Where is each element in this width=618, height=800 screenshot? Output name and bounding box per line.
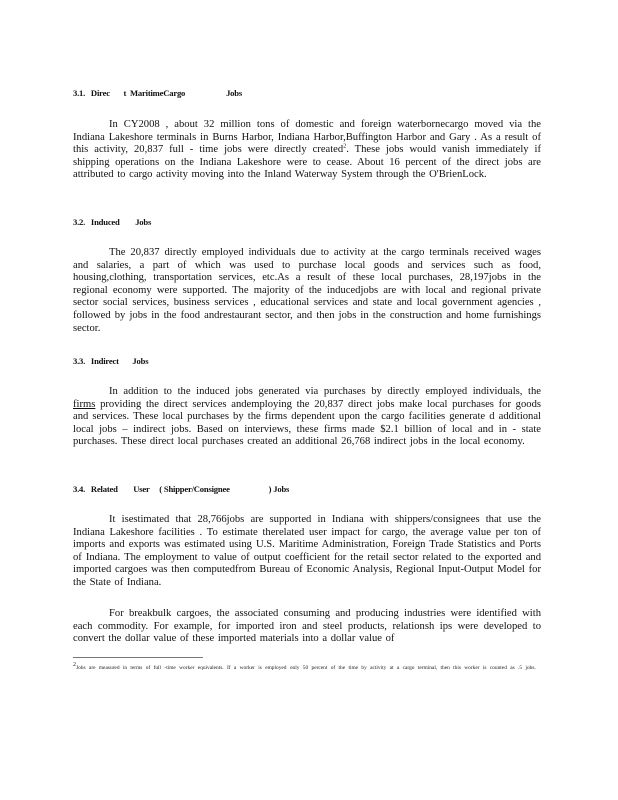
paragraph-text: In CY2008 , about 32 million tons of domestic and foreign waterbornecargo moved via the Indiana Lakeshore terminals in Burns Harbor, Indiana Harbor,Buffington Harbor and Gary . As a result of this activity, 20,837 full - time jobs were directly created xyxy=(73,119,541,156)
footnote-reference: 2 xyxy=(343,143,347,150)
paragraph-related-user-jobs xyxy=(73,514,541,590)
paragraph-text-continued: . These jobs would vanish immediately if shipping operations on the Indiana Lakeshore were to cease. About 16 percent of the direct jobs are attributed to cargo activity moving into the Inland Waterway System through the O'BrienLock. xyxy=(73,144,542,181)
section-heading-induced-jobs: 3.2. Induced Jobs xyxy=(73,217,152,227)
paragraph-text: It isestimated that 28,766jobs are supported in Indiana with shippers/consignees that use the Indiana Lakeshore facilities . To estimate therelated user impact for cargo, the average value per ton of imports and exports was estimated using U.S. Maritime Administration, Foreign Trade Statistics and Ports of Indiana. The employment to value of output coefficient for the retail sector related to the exported and imported cargoes was then computedfrom Bureau of Economic Analysis, Regional Input-Output Model for the State of Indiana. xyxy=(73,514,541,588)
paragraph-indirect-jobs xyxy=(73,386,541,449)
paragraph-text: For breakbulk cargoes, the associated consuming and producing industries were identified with each commodity. For example, for imported iron and steel products, relationsh ips were developed to convert the dollar value of these imported materials into a dollar value of xyxy=(73,608,541,645)
footnote-text: Jobs are measured in terms of full -time worker equivalents. If a worker is employed only 50 percent of the time by activity at a cargo terminal, then this worker is counted as .5 jobs. xyxy=(76,665,536,671)
paragraph-text: In addition to the induced jobs generated via purchases by directly employed individuals, the xyxy=(109,386,541,397)
section-heading-direct-maritime-cargo-jobs: 3.1. Direc t MaritimeCargo Jobs xyxy=(73,88,242,98)
firms-link[interactable]: firms xyxy=(73,398,96,410)
paragraph-induced-jobs xyxy=(73,247,541,335)
paragraph-text-continued: providing the direct services andemploying the 20,837 direct jobs make local purchases for goods and services. These local purchases by the firms dependent upon the cargo facilities generate d additional local jobs – indirect jobs. Based on interviews, these firms made $2.1 billion of local and in - state purchases. These direct local purchases created an additional 26,768 indirect jobs in the local economy. xyxy=(73,398,541,448)
paragraph-breakbulk-cargoes xyxy=(73,608,541,646)
paragraph-text: The 20,837 directly employed individuals due to activity at the cargo terminals received wages and salaries, a part of which was used to purchase local goods and services such as food, housing,clothing, transportation services, etc.As a result of these local purchases, 28,197jobs in the regional economy were supported. The majority of the inducedjobs are with local and regional private sector social services, business services , educational services and state and local government agencies , followed by jobs in the food andrestaurant sector, and then jobs in the construction and home furnishings sector. xyxy=(73,247,541,334)
section-heading-indirect-jobs: 3.3. Indirect Jobs xyxy=(73,356,149,366)
footnote xyxy=(73,664,541,673)
section-heading-related-user-jobs: 3.4. Related User ( Shipper/Consignee ) Jobs xyxy=(73,484,290,494)
paragraph-direct-jobs xyxy=(73,119,541,182)
footnote-mark: 2 xyxy=(73,662,76,669)
footnote-divider xyxy=(73,657,203,658)
